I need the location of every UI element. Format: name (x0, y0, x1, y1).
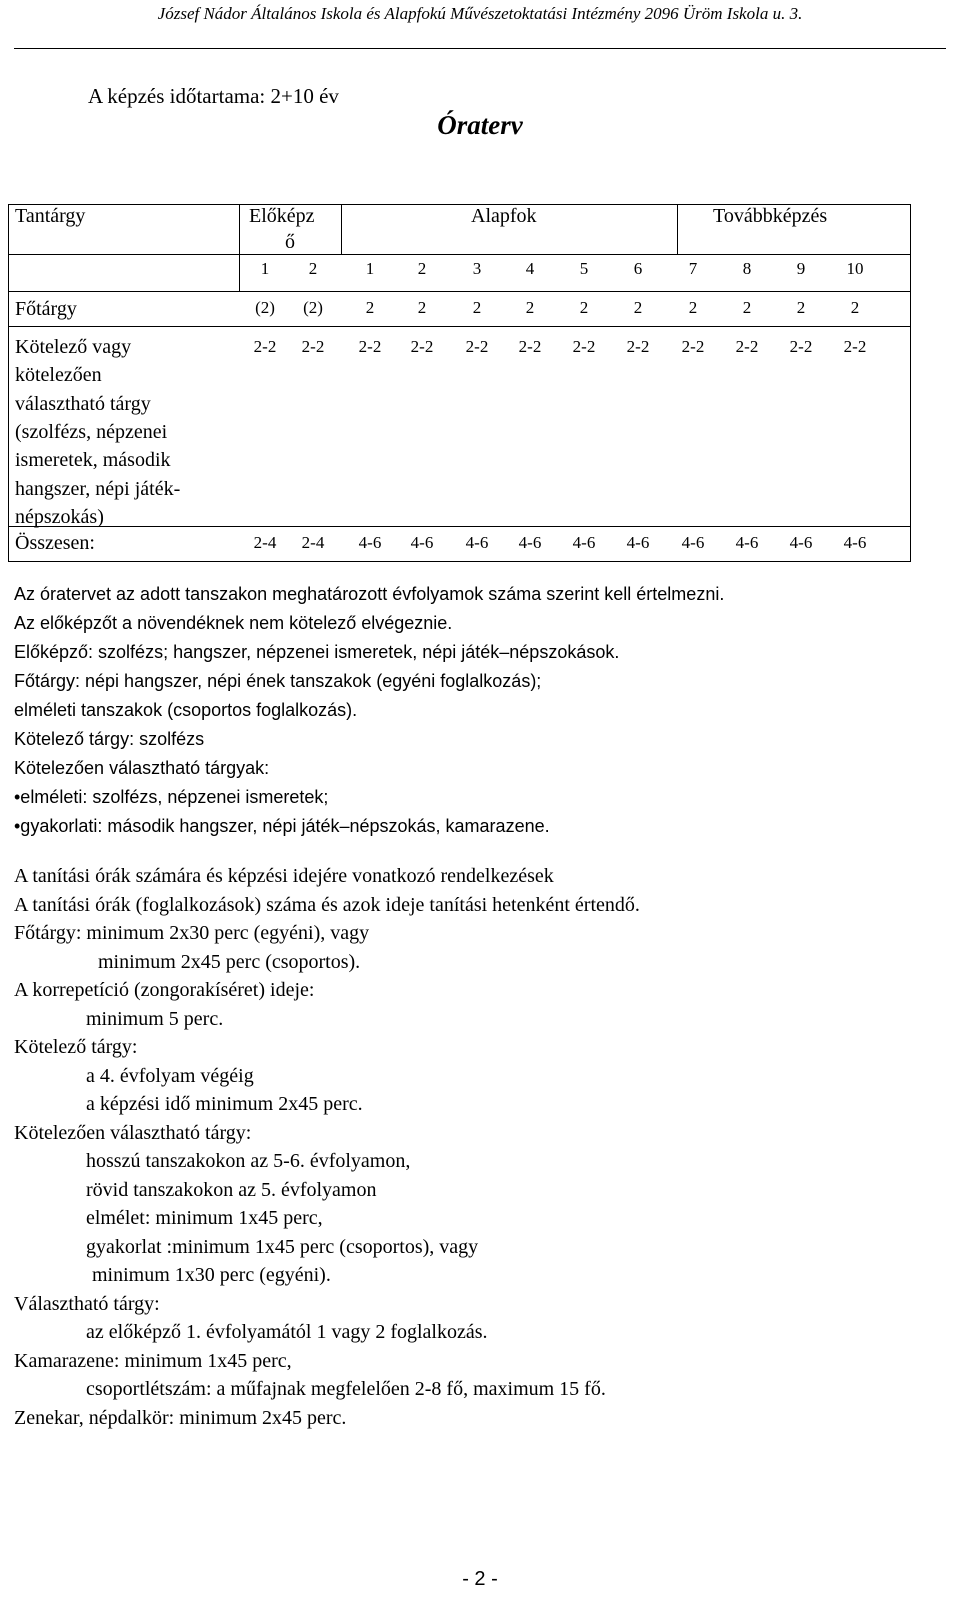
header-divider (14, 48, 946, 49)
year-cell-5: 3 (472, 259, 482, 278)
page-title: Óraterv (437, 110, 523, 140)
year-cell-8: 6 (633, 259, 643, 278)
rule-line: minimum 1x30 perc (egyéni). (92, 1264, 331, 1286)
compulsory-label-line: Kötelező vagy (15, 336, 132, 358)
note-line: Az óratervet az adott tanszakon meghatározott évfolyamok száma szerint kell értelmezni. (14, 584, 725, 604)
rule-line: az előképző 1. évfolyamától 1 vagy 2 foglalkozás. (86, 1321, 488, 1343)
rule-line: a képzési idő minimum 2x45 perc. (86, 1093, 363, 1115)
note-line: Kötelezően választható tárgyak: (14, 758, 270, 778)
main-cell-12: 2 (850, 298, 860, 317)
compulsory-cell-5: 2-2 (465, 337, 489, 356)
compulsory-cell-2: 2-2 (301, 337, 325, 356)
total-cell-8: 4-6 (626, 533, 650, 552)
page-header: József Nádor Általános Iskola és Alapfokú Művészetoktatási Intézmény 2096 Üröm Iskola u. 3. (157, 4, 803, 23)
row-label-total: Összesen: (15, 532, 95, 554)
compulsory-cell-3: 2-2 (358, 337, 382, 356)
training-duration: A képzés időtartama: 2+10 év (88, 84, 339, 108)
year-cell-1: 1 (260, 259, 270, 278)
year-cell-9: 7 (688, 259, 698, 278)
note-line: Előképző: szolfézs; hangszer, népzenei ismeretek, népi játék–népszokások. (14, 642, 620, 662)
compulsory-label-line: (szolfézs, népzenei (15, 420, 168, 443)
main-cell-5: 2 (472, 298, 482, 317)
year-cell-7: 5 (579, 259, 589, 278)
rule-line: rövid tanszakokon az 5. évfolyamon (86, 1178, 377, 1201)
total-cell-1: 2-4 (253, 533, 277, 552)
compulsory-label-line: választható tárgy (15, 392, 151, 415)
year-cell-2: 2 (308, 259, 318, 278)
note-line: •elméleti: szolfézs, népzenei ismeretek; (14, 787, 329, 807)
compulsory-label-line: népszokás) (15, 505, 104, 528)
compulsory-cell-12: 2-2 (843, 337, 867, 356)
header-pre-b: ő (285, 231, 295, 253)
year-cell-12: 10 (846, 259, 864, 278)
rule-line: A korrepetíció (zongorakíséret) ideje: (14, 979, 315, 1001)
main-cell-4: 2 (417, 298, 427, 317)
main-cell-11: 2 (796, 298, 806, 317)
compulsory-cell-10: 2-2 (735, 337, 759, 356)
rule-line: Választható tárgy: (14, 1292, 160, 1315)
compulsory-cell-8: 2-2 (626, 337, 650, 356)
header-subject: Tantárgy (15, 205, 86, 227)
note-line: Főtárgy: népi hangszer, népi ének tanszakok (egyéni foglalkozás); (14, 671, 542, 691)
main-cell-10: 2 (742, 298, 752, 317)
main-cell-2: (2) (303, 298, 323, 317)
note-line: •gyakorlati: második hangszer, népi játék–népszokás, kamarazene. (14, 816, 550, 836)
compulsory-label-line: ismeretek, második (15, 449, 171, 472)
note-line: elméleti tanszakok (csoportos foglalkozás). (14, 700, 358, 720)
table-divider (9, 326, 910, 327)
rule-line: gyakorlat :minimum 1x45 perc (csoportos), vagy (86, 1235, 479, 1258)
total-cell-11: 4-6 (789, 533, 813, 552)
year-cell-11: 9 (796, 259, 806, 278)
note-line: Kötelező tárgy: szolfézs (14, 729, 205, 749)
header-further: Továbbképzés (713, 205, 828, 227)
table-divider (9, 526, 910, 527)
notes-block (14, 580, 724, 841)
rule-line: csoportlétszám: a műfajnak megfelelően 2-8 fő, maximum 15 fő. (86, 1378, 606, 1400)
main-cell-6: 2 (525, 298, 535, 317)
compulsory-label-line: kötelezően (15, 364, 102, 387)
rule-line: hosszú tanszakokon az 5-6. évfolyamon, (86, 1150, 411, 1172)
year-cell-10: 8 (742, 259, 752, 278)
year-cell-6: 4 (525, 259, 535, 278)
compulsory-cell-6: 2-2 (518, 337, 542, 356)
rule-line: minimum 5 perc. (86, 1007, 224, 1030)
rule-line: minimum 2x45 perc (csoportos). (98, 950, 361, 973)
table-divider (9, 291, 910, 292)
total-cell-10: 4-6 (735, 533, 759, 552)
rules-block (14, 862, 640, 1432)
rule-line: Főtárgy: minimum 2x30 perc (egyéni), vagy (14, 922, 370, 944)
rule-line: Kötelezően választható tárgy: (14, 1121, 252, 1144)
total-cell-12: 4-6 (843, 533, 867, 552)
rule-line: a 4. évfolyam végéig (86, 1064, 254, 1087)
rule-line: elmélet: minimum 1x45 perc, (86, 1207, 323, 1229)
header-pre-a: Előképz (249, 205, 315, 227)
rule-line: A tanítási órák (foglalkozások) száma és azok ideje tanítási hetenként értendő. (14, 893, 640, 916)
compulsory-cell-1: 2-2 (253, 337, 277, 356)
total-cell-4: 4-6 (410, 533, 434, 552)
total-cell-9: 4-6 (681, 533, 705, 552)
page-number: - 2 - (462, 1568, 498, 1590)
total-cell-2: 2-4 (301, 533, 325, 552)
main-cell-3: 2 (365, 298, 375, 317)
total-cell-5: 4-6 (465, 533, 489, 552)
rule-line: A tanítási órák számára és képzési idejére vonatkozó rendelkezések (14, 865, 554, 887)
table-divider (677, 205, 678, 254)
compulsory-cell-9: 2-2 (681, 337, 705, 356)
row-label-main: Főtárgy (15, 298, 77, 320)
compulsory-label-line: hangszer, népi játék- (15, 477, 181, 500)
compulsory-cell-11: 2-2 (789, 337, 813, 356)
main-cell-7: 2 (579, 298, 589, 317)
curriculum-table (8, 204, 911, 562)
total-cell-3: 4-6 (358, 533, 382, 552)
rule-line: Zenekar, népdalkör: minimum 2x45 perc. (14, 1406, 347, 1429)
compulsory-cell-4: 2-2 (410, 337, 434, 356)
main-cell-1: (2) (255, 298, 275, 317)
main-cell-8: 2 (633, 298, 643, 317)
table-divider (341, 205, 342, 254)
main-cell-9: 2 (688, 298, 698, 317)
year-cell-3: 1 (365, 259, 375, 278)
header-basic: Alapfok (471, 205, 537, 227)
note-line: Az előképzőt a növendéknek nem kötelező elvégeznie. (14, 613, 453, 633)
rule-line: Kamarazene: minimum 1x45 perc, (14, 1349, 292, 1372)
total-cell-7: 4-6 (572, 533, 596, 552)
year-cell-4: 2 (417, 259, 427, 278)
rule-line: Kötelező tárgy: (14, 1036, 138, 1058)
compulsory-cell-7: 2-2 (572, 337, 596, 356)
total-cell-6: 4-6 (518, 533, 542, 552)
